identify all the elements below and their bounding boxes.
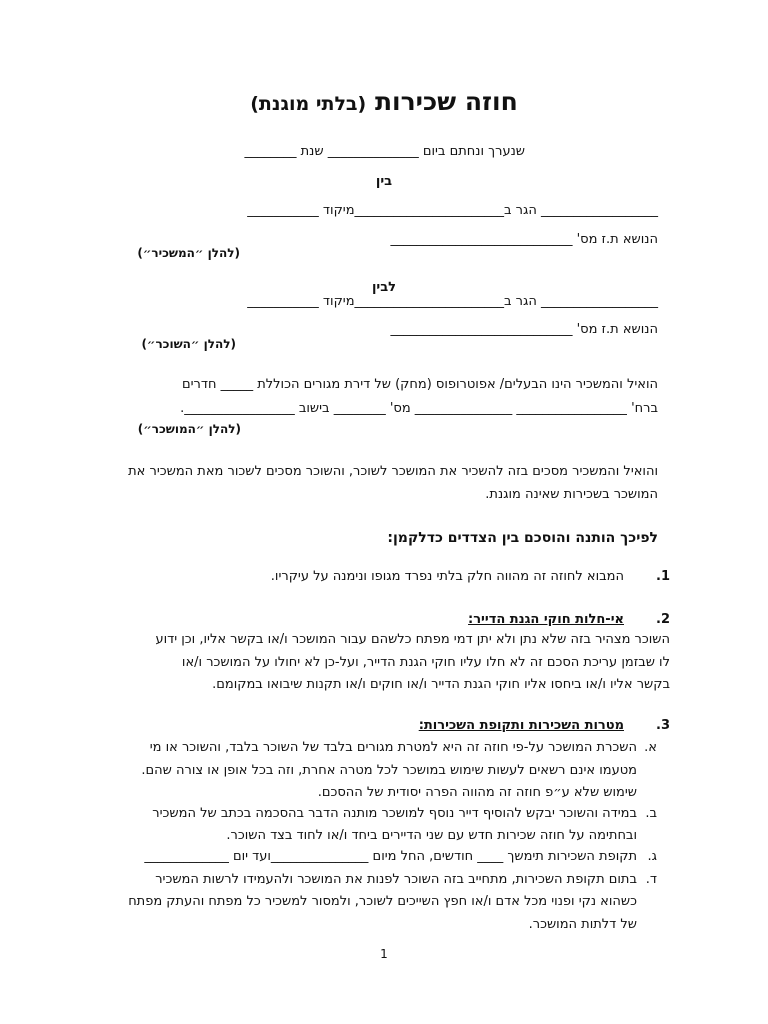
clause3d-line2: כשהוא נקי ופנוי מכל אדם ו/או חפץ השייכים לשוכר, ולמסור למשכיר כל מפתח והעתק מפתח (128, 894, 637, 909)
clause3a-line3: שימוש שלא ע״פ חוזה זה מהווה הפרה יסודית של ההסכם. (317, 785, 637, 800)
party1-line1: __________________ הגר ב_______________________מיקוד ___________ (247, 203, 658, 218)
clause3a-line2: מטעמו אינם רשאים לעשות שימוש במושכר לכל מטרה אחרת, וזה בכל אופן או צורה שהם. (141, 763, 637, 778)
clause3a-line1: השכרת המושכר על-פי חוזה זה היא למטרת מגורים בלבד של השוכר בלבד, והשוכר או מי (149, 740, 637, 755)
and-between-label: לבין (371, 280, 397, 295)
whereas1-line2: ברח' _________________ _______________ מס' ________ בישוב _________________. (180, 401, 658, 416)
party2-alias: (להלן ״השוכר״) (141, 337, 236, 351)
title-main: חוזה שכירות (374, 87, 518, 116)
clause3c-label: ג. (647, 849, 657, 864)
whereas1-line1: הואיל והמשכיר הינו הבעלים/ אפוטרופוס (מחק) של דירת מגורים הכוללת _____ חדרים (182, 377, 658, 392)
clause3b-line2: ובחתימה על חוזה שכירות חדש עם שני הדיירים ביחד ו/או לחוד בצד השוכר. (226, 828, 637, 843)
whereas2-line2: המושכר בשכירות שאינה מוגנת. (485, 487, 658, 502)
declaration-heading: לפיכך הותנה והוסכם בין הצדדים כדלקמן: (387, 530, 658, 546)
clause3b-label: ב. (645, 806, 657, 821)
clause2-line2: לו שבזמן עריכת הסכם זה לא חלו עליו חוקי הגנת הדייר, ועל-כן לא יחולו על המושכר ו/או (181, 655, 670, 670)
document-title (0, 86, 768, 120)
clause3c-line1: תקופת השכירות תימשך ____ חודשים, החל מיום _______________ועד יום _____________ (144, 849, 637, 864)
between-label: בין (375, 174, 393, 189)
clause1-number: 1. (656, 569, 670, 584)
clause3d-line3: של דלתות המושכר. (528, 917, 637, 932)
opening-line: שנערך ונחתם ביום ______________ שנת ________ (244, 144, 525, 159)
clause3-heading: מטרות השכירות ותקופת השכירות: (418, 718, 624, 733)
clause2-number: 2. (656, 612, 670, 627)
whereas2-line1: והואיל והמשכיר מסכים בזה להשכיר את המושכר לשוכר, והשוכר מסכים לשכור מאת המשכיר את (128, 464, 658, 479)
party1-alias: (להלן ״המשכיר״) (137, 246, 240, 260)
clause2-line1: השוכר מצהיר בזה שלא נתן ולא יתן דמי מפתח כלשהם עבור המושכר ו/או בקשר אליו, וכן ידוע (155, 632, 670, 647)
clause1-text: המבוא לחוזה זה מהווה חלק בלתי נפרד מגופו ונימנה על עיקריו. (270, 569, 624, 584)
clause3d-line1: בתום תקופת השכירות, מתחייב בזה השוכר לפנות את המושכר ולהעמידו לרשות המשכיר (155, 872, 637, 887)
title-paren: (בלתי מוגנת) (250, 93, 367, 115)
party1-line2: הנושא ת.ז מס' ____________________________ (390, 232, 658, 247)
clause3b-line1: במידה והשוכר יבקש להוסיף דייר נוסף למושכר מותנה הדבר בהסכמה בכתב של המשכיר (152, 806, 637, 821)
clause2-heading: אי-חלות חוקי הגנת הדייר: (468, 612, 624, 627)
clause2-line3: בקשר אליו ו/או ביחסו אליו חוקי הגנת הדייר ו/או חוקים ו/או תקנות שיבואו במקומם. (212, 677, 670, 692)
whereas1-alias: (להלן ״המושכר״) (137, 422, 241, 436)
clause3d-label: ד. (645, 872, 657, 887)
party2-line1: __________________ הגר ב_______________________מיקוד ___________ (247, 294, 658, 309)
party2-line2: הנושא ת.ז מס' ____________________________ (390, 322, 658, 337)
clause3a-label: א. (644, 740, 657, 755)
clause3-number: 3. (656, 718, 670, 733)
page-number: 1 (380, 947, 388, 961)
